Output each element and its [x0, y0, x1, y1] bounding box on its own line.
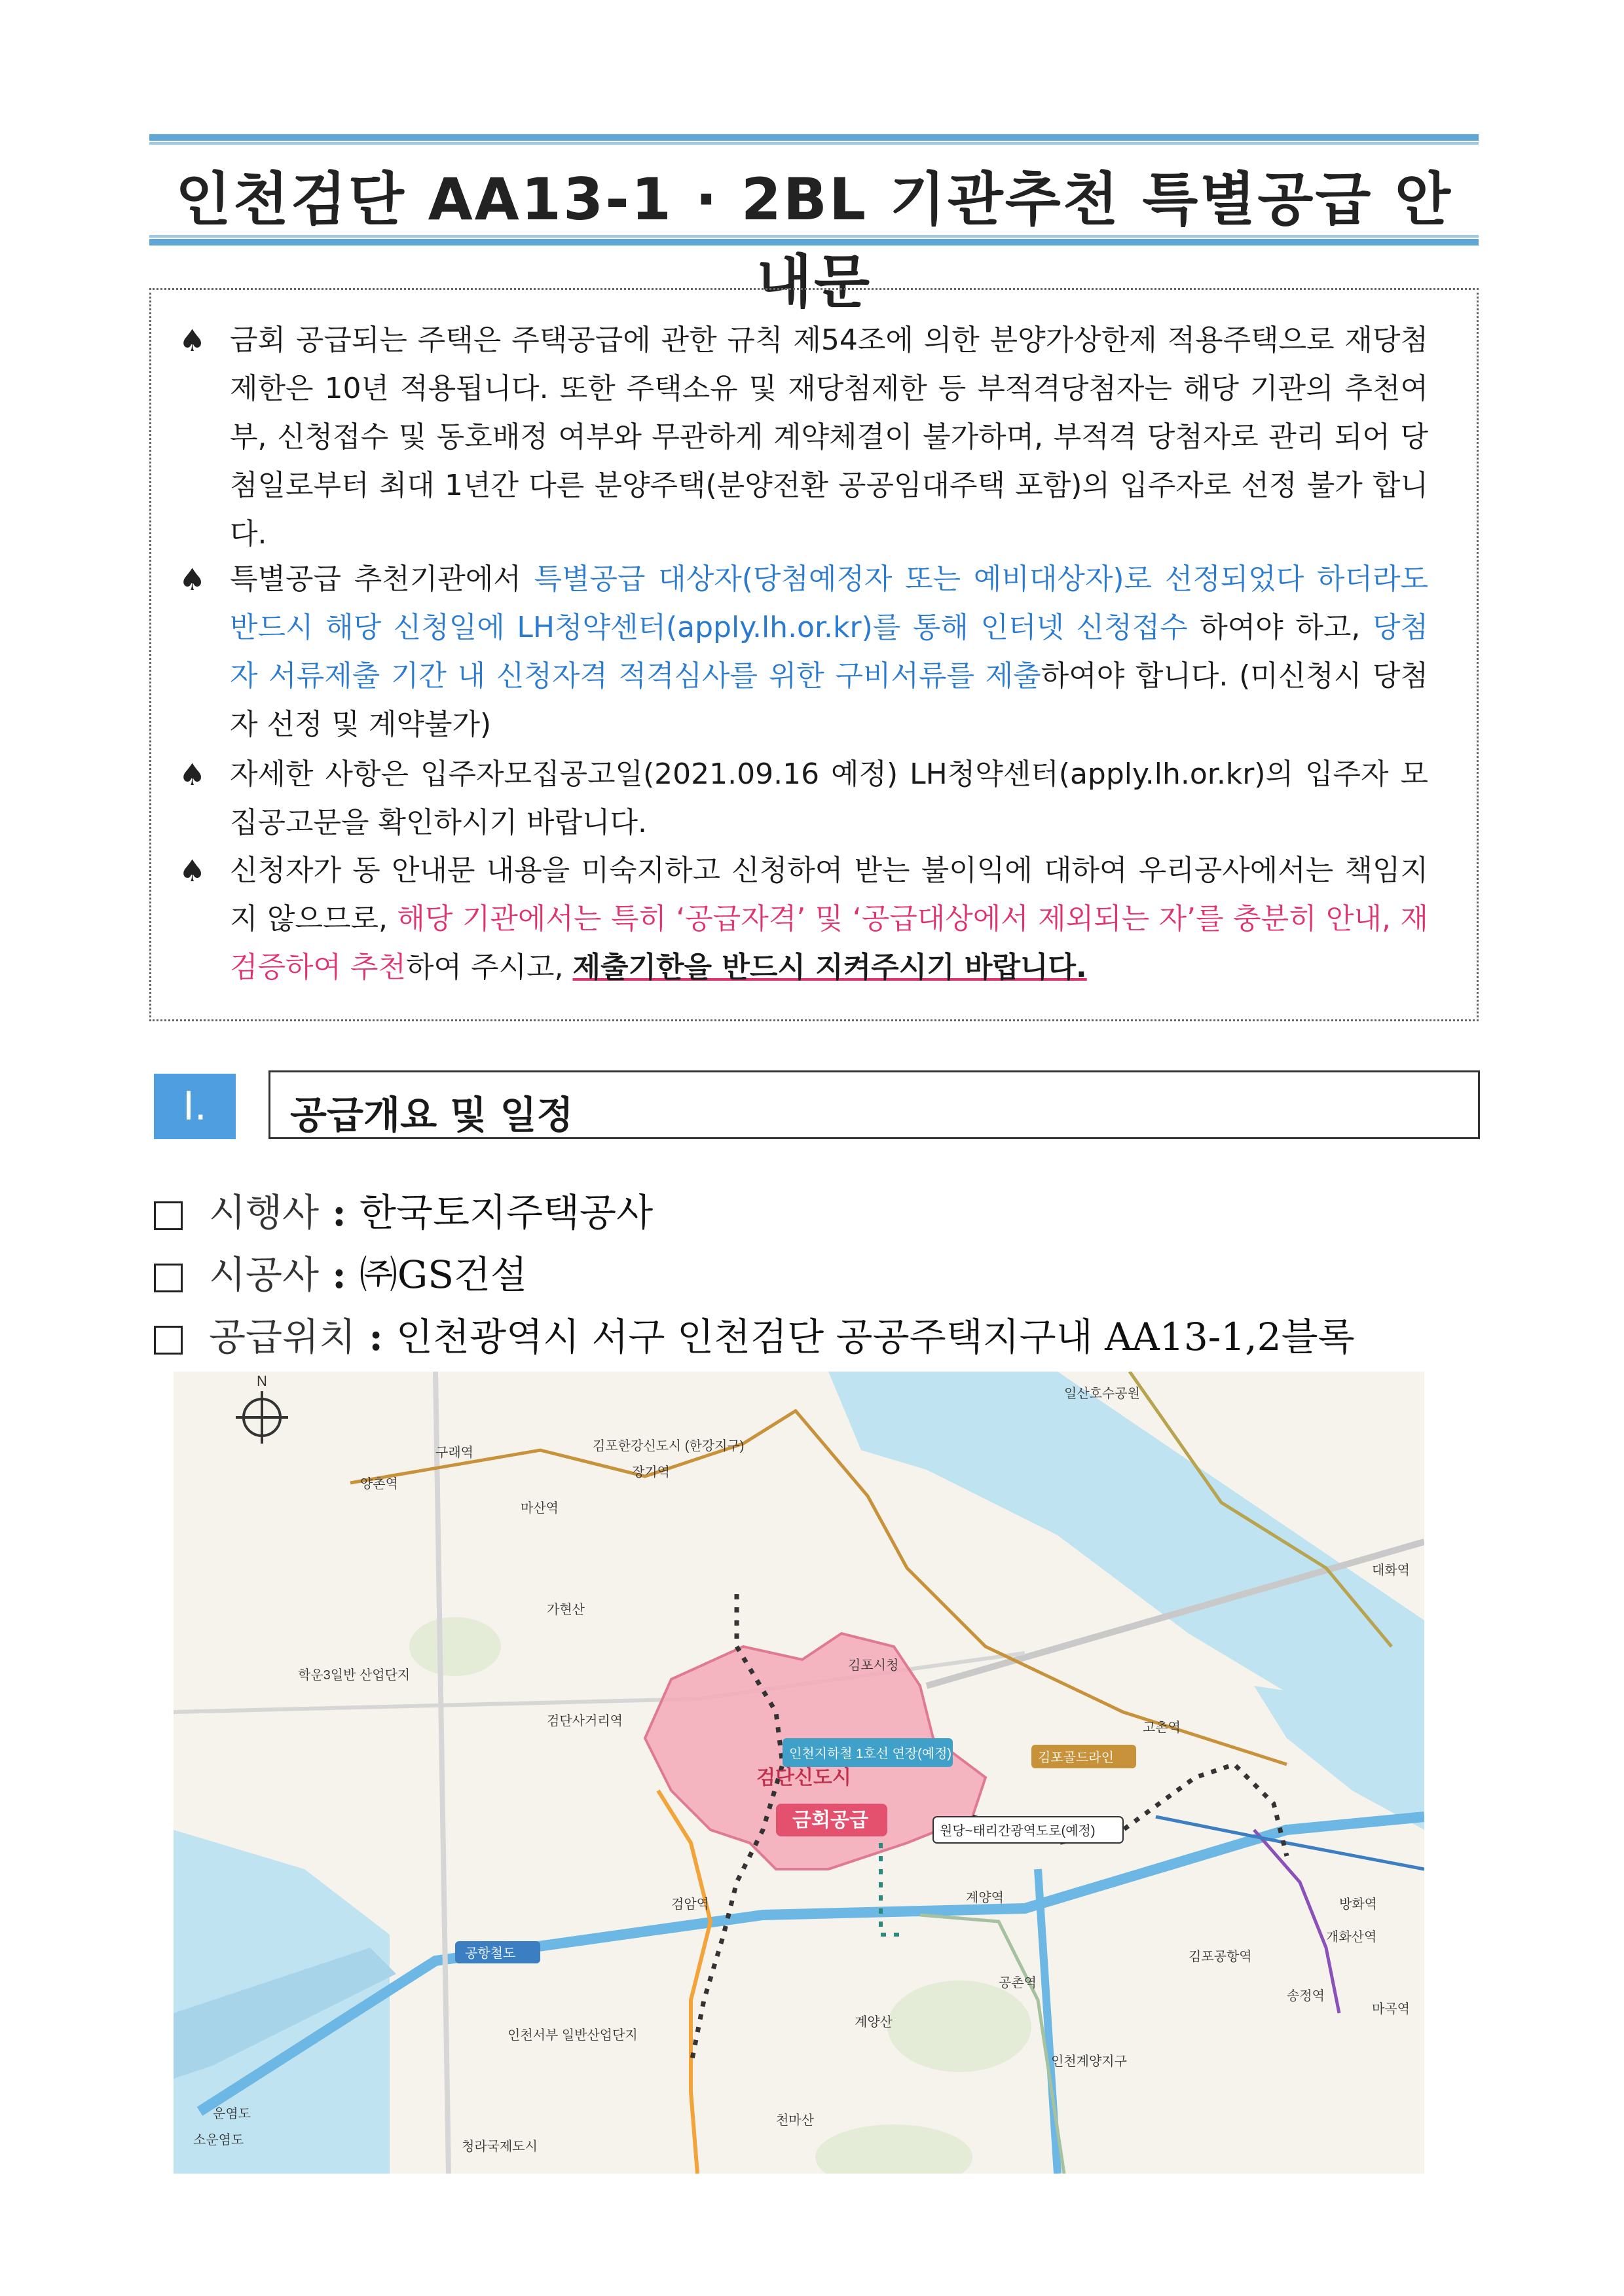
notice-box	[149, 288, 1479, 1021]
map-label: 개화산역	[1326, 1930, 1377, 1944]
info-separator: :	[319, 1252, 360, 1297]
gimpo-gold-label: 김포골드라인	[1038, 1751, 1114, 1765]
notice-segment: 신청자가 동 안내문 내용을 미숙지하고 신청하여 받는 불이익에 대하여 우리공사에서는 책임지지 않으므로,	[230, 854, 1428, 936]
notice-item-1	[179, 316, 1429, 558]
location-map	[174, 1372, 1424, 2174]
map-label: 학운3일반 산업단지	[298, 1668, 411, 1683]
info-label: 시공사	[209, 1252, 320, 1297]
geomdan-label: 검단신도시	[756, 1767, 851, 1789]
title-rule-top-thin	[149, 142, 1479, 145]
map-label: 계양산	[855, 2015, 893, 2030]
map-label: 검암역	[671, 1897, 709, 1912]
map-label: 인천계양지구	[1051, 2054, 1127, 2069]
map-label: 소운염도	[193, 2133, 244, 2147]
spade-bullet-icon: ♠	[179, 757, 206, 792]
notice-item-3	[179, 750, 1428, 847]
info-row-developer	[154, 1182, 653, 1237]
section-header	[268, 1070, 1480, 1139]
line1-label: 인천지하철 1호선 연장(예정)	[789, 1747, 952, 1761]
info-separator: :	[356, 1315, 396, 1359]
map-label: 일산호수공원	[1064, 1387, 1140, 1401]
info-label: 공급위치	[209, 1315, 356, 1359]
spade-bullet-icon: ♠	[179, 562, 206, 597]
checkbox-icon	[154, 1201, 183, 1230]
map-label: 방화역	[1339, 1897, 1377, 1912]
map-label: 대화역	[1372, 1563, 1410, 1578]
info-separator: :	[319, 1190, 360, 1235]
north-label: N	[257, 1373, 267, 1389]
map-label: 김포시청	[848, 1658, 899, 1673]
map-label: 천마산	[776, 2113, 814, 2128]
title-banner	[149, 134, 1479, 316]
info-value: ㈜GS건설	[359, 1252, 528, 1297]
checkbox-icon	[154, 1326, 183, 1355]
map-label: 운염도	[213, 2107, 251, 2121]
notice-segment: 당첨자 서류제출 기간 내 신청자격 적격심사를 위한 구비서류를 제출	[230, 611, 1428, 693]
title-rule-top	[149, 134, 1479, 141]
info-value: 인천광역시 서구 인천검단 공공주택지구내 AA13-1,2블록	[396, 1315, 1355, 1359]
notice-segment: 특별공급 추천기관에서	[230, 562, 534, 596]
notice-text	[230, 555, 1428, 749]
map-label: 구래역	[435, 1446, 473, 1460]
notice-segment: 해당 기관에서는 특히 ‘공급자격’ 및 ‘공급대상에서 제외되는 자’를 충분히 안내, 재검증하여 추천	[230, 902, 1429, 984]
title-rule-bottom-thin	[149, 235, 1479, 238]
map-label: 검단사거리역	[547, 1714, 623, 1728]
notice-segment: 금회 공급되는 주택은 주택공급에 관한 규칙 제54조에 의한 분양가상한제 적용주택으로 재당첨제한은 10년 적용됩니다. 또한 주택소유 및 재당첨제한 등 부적격당첨자는 해당 기관의 추천여부, 신청접수 및 동호배정 여부와 무관하게 계약체결이 불가하며, 부적격 당첨자로 관리 되어 당첨일로부터 최대 1년간 다른 분양주택(분양전환 공공임대주택 포함)의 입주자로 선정 불가 합니다.	[230, 323, 1429, 551]
info-row-location	[154, 1306, 1355, 1361]
notice-text	[230, 316, 1428, 558]
map-label: 양촌역	[360, 1477, 398, 1491]
notice-segment: 하여야 합니다. (미신청시 당첨자 선정 및 계약불가)	[230, 659, 1428, 741]
notice-segment: 하여 주시고,	[406, 951, 573, 984]
notice-segment: 특별공급 대상자(당첨예정자 또는 예비대상자)로 선정되었다 하더라도 반드시 해당 신청일에 LH청약센터(apply.lh.or.kr)를 통해 인터넷 신청접수	[230, 562, 1428, 644]
map-label: 송정역	[1287, 1989, 1325, 2003]
title-rule-bottom	[149, 239, 1479, 246]
notice-item-4	[179, 847, 1429, 992]
map-label: 김포한강신도시 (한강지구)	[593, 1439, 745, 1453]
map-label: 가현산	[547, 1603, 585, 1617]
map-label: 마곡역	[1372, 2002, 1410, 2016]
spade-bullet-icon: ♠	[179, 323, 206, 358]
notice-segment: 하여야 하고,	[1187, 611, 1373, 644]
map-label: 고촌역	[1143, 1721, 1181, 1735]
map-label: 장기역	[632, 1465, 670, 1480]
section-title: 공급개요 및 일정	[290, 1093, 574, 1137]
notice-text	[230, 750, 1428, 847]
checkbox-icon	[154, 1264, 183, 1292]
map-label: 계양역	[966, 1891, 1004, 1905]
notice-item-2	[179, 555, 1428, 749]
airport-railroad-label: 공항철도	[465, 1946, 516, 1961]
page-title: 인천검단 AA13-1 · 2BL 기관추천 특별공급 안내문	[175, 166, 1453, 316]
map-label: 청라국제도시	[462, 2140, 538, 2154]
spade-bullet-icon: ♠	[179, 853, 206, 888]
info-label: 시행사	[209, 1190, 320, 1235]
notice-text	[230, 847, 1428, 992]
map-label: 마산역	[521, 1501, 559, 1516]
notice-segment: 자세한 사항은 입주자모집공고일(2021.09.16 예정) LH청약센터(apply.lh.or.kr)의 입주자 모집공고문을 확인하시기 바랍니다.	[230, 757, 1428, 839]
info-row-builder	[154, 1244, 527, 1299]
supply-marker-label: 금회공급	[792, 1810, 868, 1831]
notice-segment: 제출기한을 반드시 지켜주시기 바랍니다.	[572, 951, 1087, 984]
map-label: 공촌역	[999, 1976, 1037, 1990]
road-plan-label: 원당~태리간광역도로(예정)	[940, 1824, 1096, 1838]
map-label: 김포공항역	[1189, 1950, 1252, 1964]
info-value: 한국토지주택공사	[359, 1190, 654, 1235]
section-number: Ⅰ.	[154, 1074, 236, 1139]
map-label: 인천서부 일반산업단지	[507, 2028, 638, 2043]
